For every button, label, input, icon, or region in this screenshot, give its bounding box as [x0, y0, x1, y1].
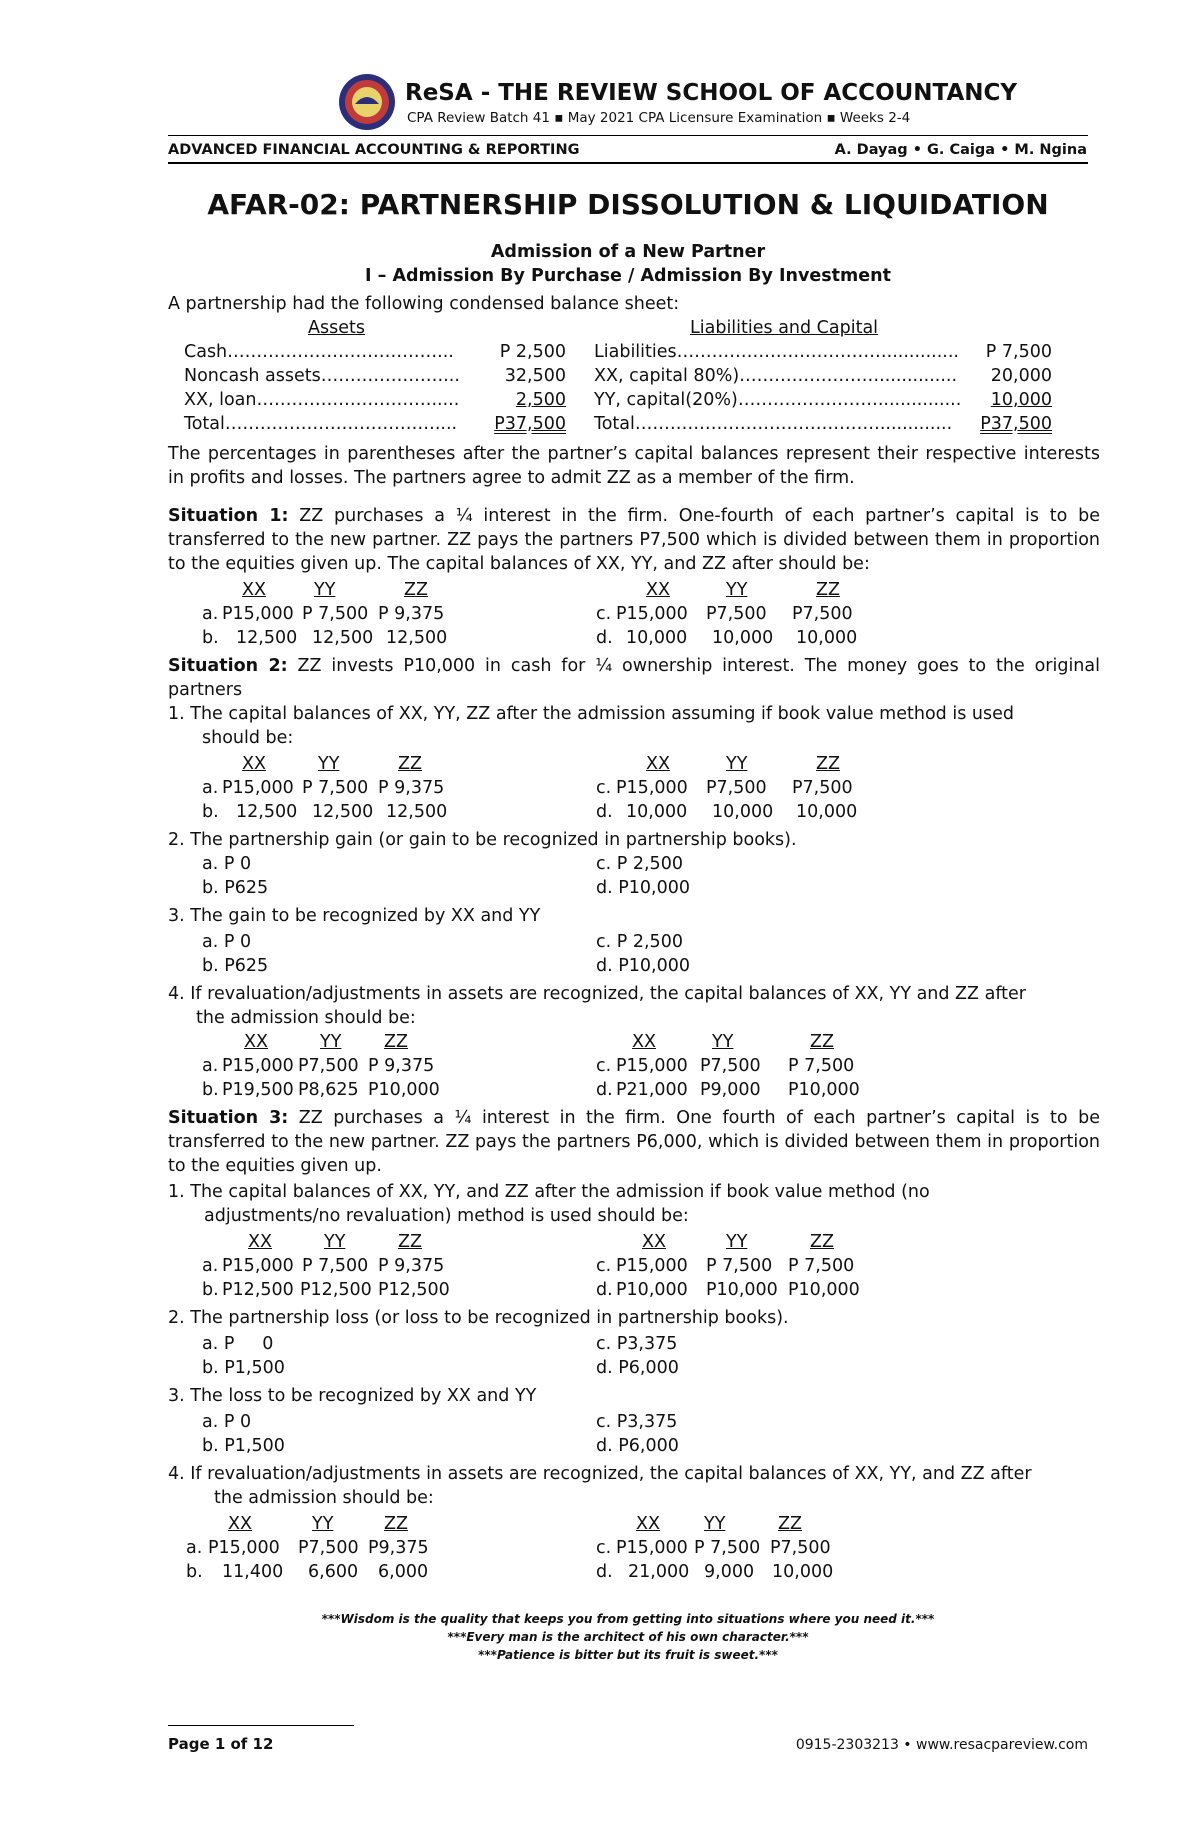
choice-letter: b.: [186, 1562, 203, 1582]
quote-line: ***Wisdom is the quality that keeps you from getting into situations where you need it.***: [321, 1612, 935, 1626]
choice-value: P15,000: [222, 1256, 294, 1276]
authors: A. Dayag • G. Caiga • M. Ngina: [834, 142, 1087, 158]
choice-value: 12,500: [236, 628, 298, 648]
school-name: ReSA - THE REVIEW SCHOOL OF ACCOUNTANCY: [405, 80, 1018, 106]
s2-question-2: 2. The partnership gain (or gain to be recognized in partnership books).: [168, 830, 797, 850]
choice: d. P6,000: [596, 1358, 679, 1378]
s2-question-1: 1. The capital balances of XX, YY, ZZ after the admission assuming if book value method is used: [168, 704, 1014, 724]
choice-letter: b.: [202, 802, 219, 822]
choice-value: P15,000: [222, 778, 294, 798]
asset-value: P 2,500: [499, 342, 566, 362]
col-header: ZZ: [384, 1032, 408, 1052]
col-header: YY: [320, 1032, 342, 1052]
batch-info: CPA Review Batch 41 ▪ May 2021 CPA Licensure Examination ▪ Weeks 2-4: [407, 110, 911, 126]
choice-value: P7,500: [792, 604, 853, 624]
liability-value: P 7,500: [985, 342, 1052, 362]
choice-letter: b.: [202, 1080, 219, 1100]
choice-value: P15,000: [616, 1056, 688, 1076]
choice-value: P10,000: [616, 1280, 688, 1300]
quotes: [168, 1610, 1088, 1664]
col-header: YY: [312, 1514, 334, 1534]
col-header: ZZ: [398, 754, 422, 774]
col-header: ZZ: [778, 1514, 802, 1534]
choice-value: P12,500: [378, 1280, 450, 1300]
choice-value: P10,000: [706, 1280, 778, 1300]
col-header: XX: [248, 1232, 272, 1252]
choice: d. P10,000: [596, 956, 691, 976]
choice: b. P625: [202, 956, 269, 976]
quote-line: ***Every man is the architect of his own character.***: [447, 1630, 809, 1644]
col-header: YY: [318, 754, 340, 774]
liability-label: XX, capital 80%)……………………..............: [594, 366, 958, 386]
choice-value: P21,000: [616, 1080, 688, 1100]
choice-value: 11,400: [222, 1562, 284, 1582]
asset-label: Total………………………………....: [184, 414, 458, 434]
col-header: XX: [242, 754, 266, 774]
s3-question-4-cont: the admission should be:: [214, 1488, 434, 1508]
choice: b. P1,500: [202, 1358, 285, 1378]
choice-letter: c.: [596, 778, 612, 798]
col-header: YY: [726, 1232, 748, 1252]
choice-value: P9,000: [700, 1080, 761, 1100]
choice-value: P 7,500: [788, 1056, 855, 1076]
choice-value: P7,500: [792, 778, 853, 798]
col-header: ZZ: [384, 1514, 408, 1534]
section-subheading: I – Admission By Purchase / Admission By Investment: [365, 266, 891, 286]
choice-letter: a.: [202, 1056, 219, 1076]
assets-header: Assets: [308, 318, 365, 338]
choice-letter: d.: [596, 1080, 613, 1100]
section-heading: Admission of a New Partner: [490, 242, 766, 262]
choice-letter: a.: [202, 1256, 219, 1276]
choice-value: P7,500: [298, 1056, 359, 1076]
choice-value: P 7,500: [302, 778, 369, 798]
choice: b. P625: [202, 878, 269, 898]
col-header: ZZ: [816, 754, 840, 774]
page-title: AFAR-02: PARTNERSHIP DISSOLUTION & LIQUIDATION: [207, 188, 1049, 221]
choice-value: 12,500: [386, 802, 448, 822]
col-header: XX: [632, 1032, 656, 1052]
choice-value: 21,000: [628, 1562, 690, 1582]
col-header: XX: [242, 580, 266, 600]
choice: c. P 2,500: [596, 932, 683, 952]
choice-value: 12,500: [312, 628, 374, 648]
choice-letter: c.: [596, 1056, 612, 1076]
s2-question-4: 4. If revaluation/adjustments in assets are recognized, the capital balances of XX, YY and ZZ after: [168, 984, 1026, 1004]
choice-value: 9,000: [704, 1562, 755, 1582]
asset-value: 2,500: [515, 390, 566, 410]
choice-letter: b.: [202, 628, 219, 648]
note-paragraph: The percentages in parentheses after the partner’s capital balances represent their respective interests in profits and losses. The partners agree to admit ZZ as a member of the firm.: [168, 444, 1100, 488]
choice-letter: a.: [202, 778, 219, 798]
choice-value: P 7,500: [788, 1256, 855, 1276]
choice: b. P1,500: [202, 1436, 285, 1456]
col-header: YY: [726, 580, 748, 600]
choice-letter: c.: [596, 1256, 612, 1276]
choice: d. P10,000: [596, 878, 691, 898]
choice-value: P 9,375: [378, 1256, 445, 1276]
choice-value: 12,500: [236, 802, 298, 822]
choice-value: P15,000: [616, 778, 688, 798]
choice-value: 12,500: [386, 628, 448, 648]
liability-label: Liabilities……………………………….............: [594, 342, 959, 362]
choice-letter: d.: [596, 628, 613, 648]
col-header: XX: [646, 580, 670, 600]
choice-value: P7,500: [770, 1538, 831, 1558]
col-header: ZZ: [404, 580, 428, 600]
asset-label: Cash………………………………...: [184, 342, 454, 362]
choice-value: P15,000: [616, 604, 688, 624]
col-header: ZZ: [398, 1232, 422, 1252]
choice-value: P15,000: [616, 1538, 688, 1558]
col-header: YY: [324, 1232, 346, 1252]
liability-value: 10,000: [990, 390, 1052, 410]
choice-value: P 7,500: [302, 1256, 369, 1276]
col-header: ZZ: [810, 1032, 834, 1052]
choice-letter: c.: [596, 1538, 612, 1558]
choice-value: 10,000: [796, 628, 858, 648]
choice-value: P15,000: [222, 1056, 294, 1076]
choice: c. P3,375: [596, 1412, 678, 1432]
choice-letter: a.: [202, 604, 219, 624]
choice-value: P7,500: [700, 1056, 761, 1076]
liability-label: YY, capital(20%)……………………...............: [594, 390, 962, 410]
choice-value: P 7,500: [302, 604, 369, 624]
choice: a. P 0: [202, 1334, 274, 1354]
choice: a. P 0: [202, 932, 252, 952]
choice-value: P 9,375: [368, 1056, 435, 1076]
choice-value: 10,000: [712, 802, 774, 822]
choice-value: P 7,500: [694, 1538, 761, 1558]
course-name: ADVANCED FINANCIAL ACCOUNTING & REPORTING: [168, 142, 580, 158]
choice: c. P3,375: [596, 1334, 678, 1354]
choice-value: P12,500: [300, 1280, 372, 1300]
col-header: ZZ: [816, 580, 840, 600]
intro-text: A partnership had the following condensed balance sheet:: [168, 294, 680, 314]
header-rule-top: [168, 135, 1088, 136]
choice-value: 6,000: [378, 1562, 429, 1582]
liability-total: P37,500: [980, 414, 1052, 434]
choice-letter: d.: [596, 1562, 613, 1582]
quote-line: ***Patience is bitter but its fruit is sweet.***: [478, 1648, 778, 1662]
page-number: Page 1 of 12: [168, 1735, 274, 1753]
liability-label: Total…………………………………….............: [594, 414, 953, 434]
col-header: XX: [636, 1514, 660, 1534]
choice-value: P15,000: [208, 1538, 280, 1558]
liability-value: 20,000: [990, 366, 1052, 386]
choice-letter: c.: [596, 604, 612, 624]
choice: a. P 0: [202, 854, 252, 874]
choice-value: 12,500: [312, 802, 374, 822]
s2-question-4-cont: the admission should be:: [196, 1008, 416, 1028]
col-header: XX: [244, 1032, 268, 1052]
choice-value: P 9,375: [378, 604, 445, 624]
s3-question-1-cont: adjustments/no revaluation) method is used should be:: [204, 1206, 689, 1226]
choice: a. P 0: [202, 1412, 252, 1432]
col-header: XX: [646, 754, 670, 774]
col-header: XX: [228, 1514, 252, 1534]
choice-value: P12,500: [222, 1280, 294, 1300]
choice-value: P 7,500: [706, 1256, 773, 1276]
choice-value: P10,000: [788, 1080, 860, 1100]
choice-value: 10,000: [626, 802, 688, 822]
situation-3-text: Situation 3: ZZ purchases a ¼ interest in the firm. One fourth of each partner’s capital is to be transferred to the new partner. ZZ pays the partners P6,000, which is divided between them in proportion to the equities given up.: [168, 1108, 1100, 1176]
choice-value: P15,000: [616, 1256, 688, 1276]
header-rule-bottom: [168, 162, 1088, 164]
choice-value: 10,000: [796, 802, 858, 822]
choice-value: P15,000: [222, 604, 294, 624]
col-header: YY: [712, 1032, 734, 1052]
choice-value: P 9,375: [378, 778, 445, 798]
s3-question-2: 2. The partnership loss (or loss to be recognized in partnership books).: [168, 1308, 789, 1328]
choice-letter: b.: [202, 1280, 219, 1300]
contact-info: 0915-2303213 • www.resacpareview.com: [795, 1737, 1088, 1753]
choice-value: P7,500: [298, 1538, 359, 1558]
situation-2-text: Situation 2: ZZ invests P10,000 in cash for ¼ ownership interest. The money goes to the original partners: [168, 656, 1100, 700]
choice-value: P10,000: [368, 1080, 440, 1100]
choice-letter: a.: [186, 1538, 203, 1558]
col-header: YY: [704, 1514, 726, 1534]
choice: d. P6,000: [596, 1436, 679, 1456]
asset-value: 32,500: [504, 366, 566, 386]
col-header: YY: [726, 754, 748, 774]
choice-value: P8,625: [298, 1080, 359, 1100]
liabilities-header: Liabilities and Capital: [690, 318, 879, 338]
s3-question-3: 3. The loss to be recognized by XX and YY: [168, 1386, 537, 1406]
choice-value: P9,375: [368, 1538, 429, 1558]
col-header: YY: [314, 580, 336, 600]
s2-question-1-cont: should be:: [202, 728, 294, 748]
asset-total: P37,500: [494, 414, 566, 434]
situation-1-text: Situation 1: ZZ purchases a ¼ interest in the firm. One-fourth of each partner’s capital is to be transferred to the new partner. ZZ pays the partners P7,500 which is divided between them in proportion to the equities given up. The capital balances of XX, YY, and ZZ after should be:: [168, 506, 1100, 574]
asset-label: Noncash assets…………………...: [184, 366, 460, 386]
choice-value: 10,000: [772, 1562, 834, 1582]
asset-label: XX, loan………………………….....: [184, 390, 460, 410]
choice-value: 10,000: [626, 628, 688, 648]
choice-value: 6,600: [308, 1562, 359, 1582]
footer-rule: [168, 1725, 354, 1726]
choice-letter: d.: [596, 1280, 613, 1300]
col-header: XX: [642, 1232, 666, 1252]
choice-letter: d.: [596, 802, 613, 822]
s2-question-3: 3. The gain to be recognized by XX and YY: [168, 906, 541, 926]
s3-question-1: 1. The capital balances of XX, YY, and ZZ after the admission if book value method (no: [168, 1182, 930, 1202]
resa-logo-icon: [337, 72, 397, 132]
choice-value: P10,000: [788, 1280, 860, 1300]
choice-value: 10,000: [712, 628, 774, 648]
choice: c. P 2,500: [596, 854, 683, 874]
choice-value: P7,500: [706, 778, 767, 798]
choice-value: P7,500: [706, 604, 767, 624]
col-header: ZZ: [810, 1232, 834, 1252]
s3-question-4: 4. If revaluation/adjustments in assets are recognized, the capital balances of XX, YY, and ZZ after: [168, 1464, 1032, 1484]
choice-value: P19,500: [222, 1080, 294, 1100]
